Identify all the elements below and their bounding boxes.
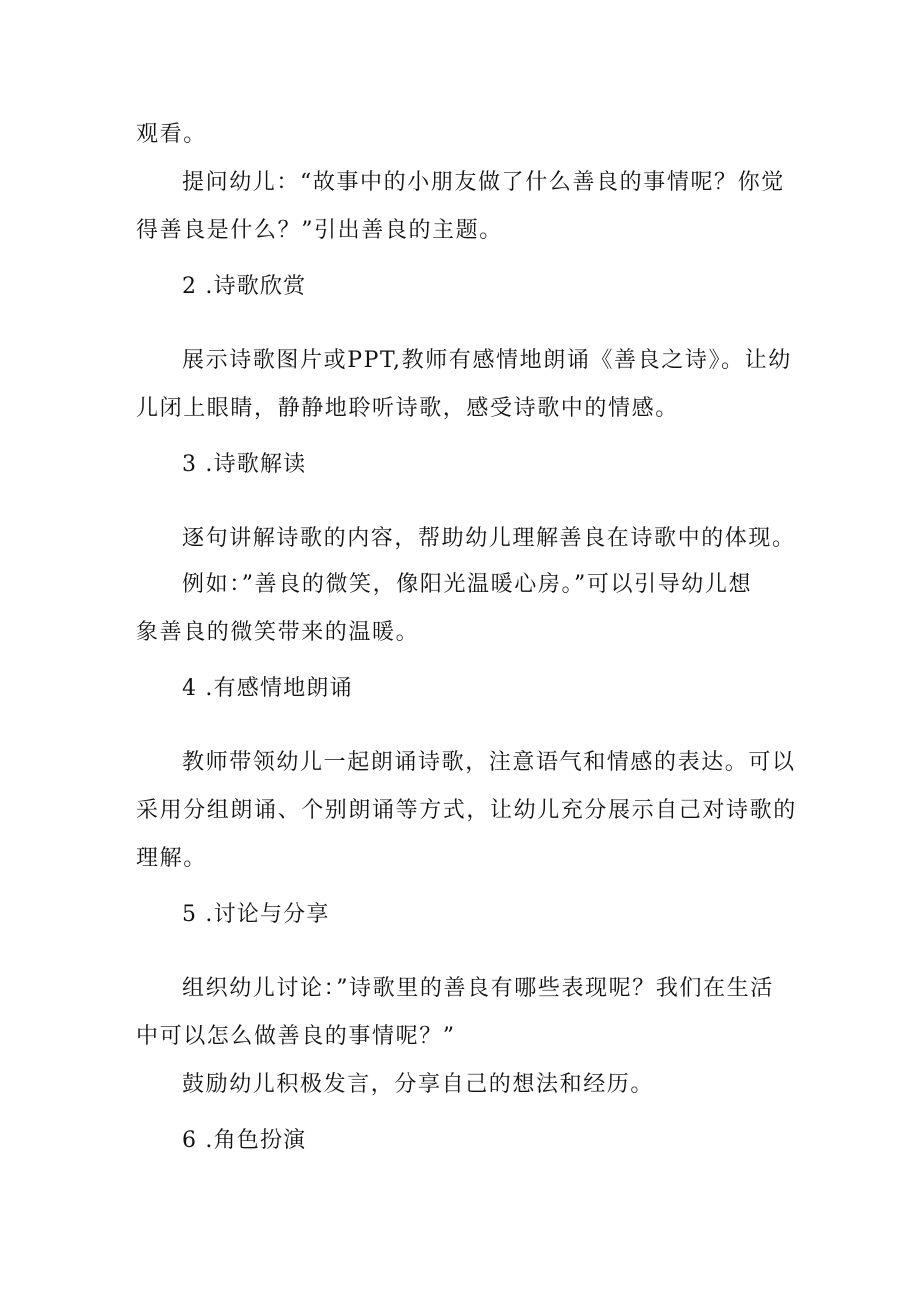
section-heading-poem-appreciation: 2 .诗歌欣赏: [182, 274, 307, 299]
section-heading-emotional-recitation: 4 .有感情地朗诵: [182, 676, 353, 701]
paragraph-question-line-2: 得善良是什么？”引出善良的主题。: [136, 218, 503, 243]
paragraph-recitation-line-2: 采用分组朗诵、个别朗诵等方式，让幼儿充分展示自己对诗歌的: [136, 798, 797, 823]
paragraph-example: 例如：”善良的微笑，像阳光温暖心房。”可以引导幼儿想: [182, 572, 753, 597]
paragraph-question: 提问幼儿：“故事中的小朋友做了什么善良的事情呢？你觉: [182, 170, 785, 195]
paragraph-discussion: 组织幼儿讨论：”诗歌里的善良有哪些表现呢？我们在生活: [182, 976, 774, 1001]
paragraph-discussion-line-2: 中可以怎么做善良的事情呢？”: [136, 1024, 456, 1049]
paragraph-recitation-line-3: 理解。: [136, 846, 207, 871]
paragraph-poem-appreciation-line-2: 儿闭上眼睛，静静地聆听诗歌，感受诗歌中的情感。: [136, 396, 679, 421]
section-heading-discussion-sharing: 5 .讨论与分享: [182, 902, 330, 927]
paragraph-continuation: 观看。: [136, 122, 207, 147]
paragraph-recitation: 教师带领幼儿一起朗诵诗歌，注意语气和情感的表达。可以: [182, 750, 796, 775]
section-heading-role-play: 6 .角色扮演: [182, 1128, 307, 1153]
paragraph-poem-interpretation: 逐句讲解诗歌的内容，帮助幼儿理解善良在诗歌中的体现。: [182, 526, 796, 551]
paragraph-poem-appreciation: 展示诗歌图片或PPT,教师有感情地朗诵《善良之诗》。让幼: [182, 348, 792, 373]
paragraph-example-line-2: 象善良的微笑带来的温暖。: [136, 620, 420, 645]
paragraph-encouragement: 鼓励幼儿积极发言，分享自己的想法和经历。: [182, 1072, 655, 1097]
section-heading-poem-interpretation: 3 .诗歌解读: [182, 452, 307, 477]
